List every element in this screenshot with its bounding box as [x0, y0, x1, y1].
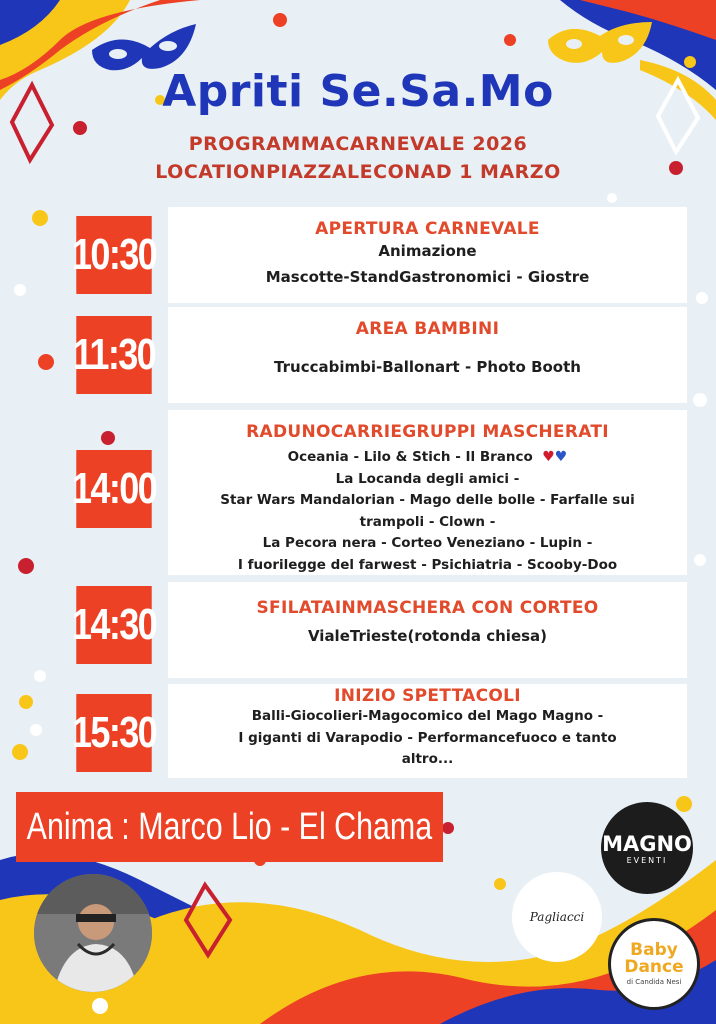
schedule-card-sfilata — [168, 582, 687, 678]
card-line: La Locanda degli amici - — [335, 470, 520, 487]
card-line — [182, 446, 673, 469]
time-badge-1430: 14:30 — [76, 586, 151, 664]
page-title: Apriti Se.Sa.Mo — [162, 66, 554, 117]
magno-eventi-logo — [601, 802, 693, 894]
card-title: AREA BAMBINI — [355, 319, 500, 339]
pagliacci-logo-text: Pagliacci — [529, 910, 585, 924]
schedule-card-raduno — [168, 410, 687, 575]
card-line: I giganti di Varapodio - Performancefuoco e tanto — [238, 729, 617, 746]
schedule-card-bambini — [168, 307, 687, 403]
baby-dance-line2: Dance — [624, 957, 684, 977]
card-line: VialeTrieste(rotonda chiesa) — [307, 627, 548, 645]
card-line: I fuorilegge del farwest - Psichiatria - Scooby-Doo — [237, 556, 618, 573]
card-title: SFILATAINMASCHERA CON CORTEO — [256, 598, 599, 618]
time-badge-1400: 14:00 — [76, 450, 151, 528]
baby-dance-line1: Baby — [630, 940, 678, 960]
baby-dance-line3: di Candida Nesi — [626, 978, 682, 986]
card-line: altro... — [401, 751, 454, 768]
card-line: Truccabimbi-Ballonart - Photo Booth — [274, 358, 581, 376]
card-title: INIZIO SPETTACOLI — [334, 686, 521, 706]
magno-logo-text: MAGNO — [602, 831, 692, 856]
dj-avatar — [34, 874, 152, 992]
card-line: trampoli - Clown - — [359, 513, 496, 530]
card-line: La Pecora nera - Corteo Veneziano - Lupin - — [262, 535, 593, 552]
card-line: Balli-Giocolieri-Magocomico del Mago Magno - — [251, 708, 604, 724]
card-title: RADUNOCARRIEGRUPPI MASCHERATI — [246, 422, 609, 442]
card-line: Mascotte-StandGastronomici - Giostre — [265, 267, 590, 286]
blue-heart-icon: ♥ — [554, 449, 568, 465]
host-label: Anima : Marco Lio - El Chama — [26, 805, 433, 848]
card-title: APERTURA CARNEVALE — [315, 219, 540, 239]
time-badge-1530: 15:30 — [76, 694, 151, 772]
time-badge-1130: 11:30 — [76, 316, 151, 394]
time-badge-1030: 10:30 — [76, 216, 151, 294]
baby-dance-logo — [608, 918, 700, 1010]
schedule-card-apertura — [168, 207, 687, 303]
card-line: Star Wars Mandalorian - Mago delle bolle - Farfalle sui — [220, 492, 635, 509]
schedule-card-spettacoli — [168, 684, 687, 778]
card-line: Animazione — [378, 242, 477, 260]
red-heart-icon: ♥ — [542, 449, 555, 465]
magno-logo-sub: EVENTI — [626, 855, 668, 865]
host-banner — [16, 792, 443, 862]
location-subtitle: LOCATIONPIAZZALECONAD 1 MARZO — [155, 161, 561, 183]
program-subtitle: PROGRAMMACARNEVALE 2026 — [188, 133, 528, 155]
card-line-text: Oceania - Lilo & Stich - Il Branco — [287, 449, 533, 465]
pagliacci-logo — [512, 872, 602, 962]
